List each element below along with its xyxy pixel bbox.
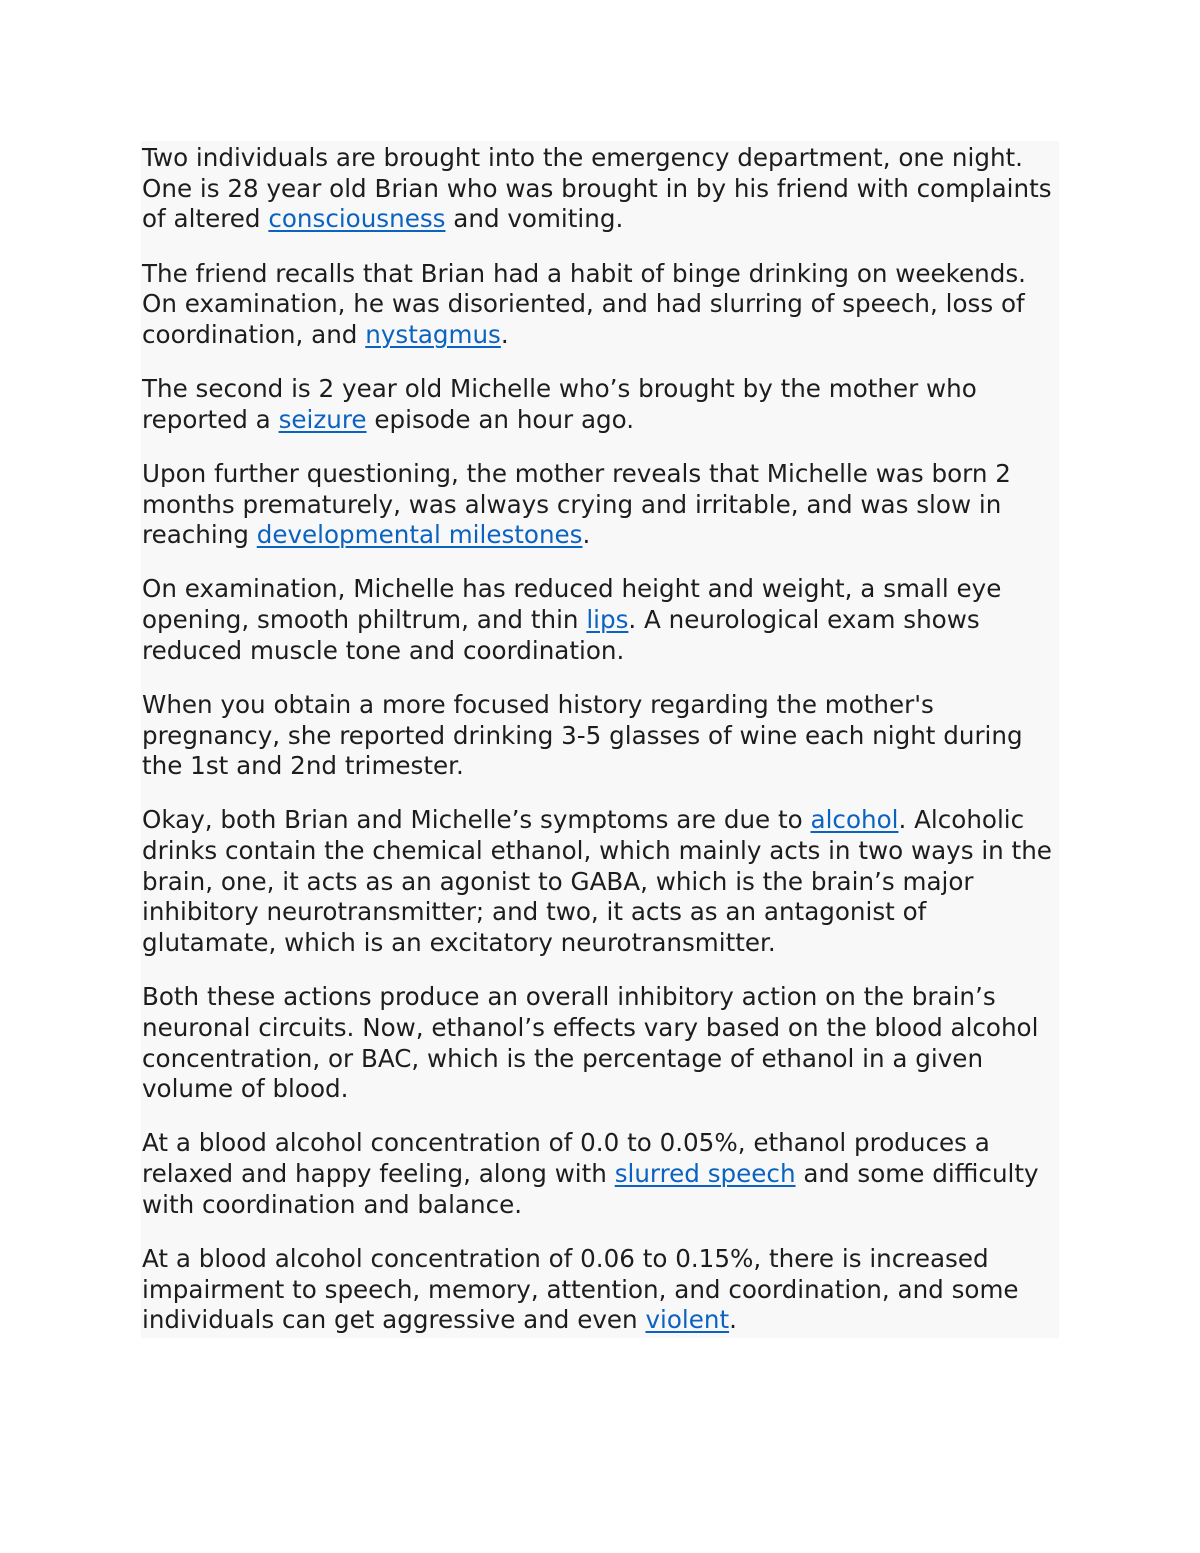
paragraph-text: The friend recalls that Brian had a habit of binge drinking on weekends. On examination, he was disoriented, and had slurring of speech, loss of coordination, and	[142, 258, 1026, 349]
paragraph-6	[142, 690, 1059, 782]
link-lips[interactable]: lips	[586, 605, 629, 634]
paragraph-text: When you obtain a more focused history regarding the mother's pregnancy, she reported drinking 3-5 glasses of wine each night during the 1st and 2nd trimester.	[142, 689, 1023, 781]
paragraph-text: Both these actions produce an overall inhibitory action on the brain’s neuronal circuits. Now, ethanol’s effects vary based on the blood alcohol concentration, or BAC, which is the percentage of ethanol in a given volume of blood.	[142, 982, 1039, 1104]
paragraph-4	[142, 459, 1059, 551]
paragraph-text: .	[500, 319, 509, 349]
paragraph-text: Two individuals are brought into the emergency department, one night. One is 28 year old Brian who was brought in by his friend with complaints of altered	[142, 143, 1052, 234]
paragraph-3	[142, 374, 1059, 435]
paragraph-text: and some difficulty with coordination and balance.	[142, 1159, 1039, 1219]
paragraph-7	[142, 805, 1059, 959]
paragraph-text: . A neurological exam shows reduced muscle tone and coordination.	[142, 605, 980, 665]
paragraph-8	[142, 982, 1059, 1105]
paragraph-text: At a blood alcohol concentration of 0.0 to 0.05%, ethanol produces a relaxed and happy feeling, along with	[142, 1128, 990, 1189]
paragraph-text: .	[729, 1305, 737, 1335]
paragraph-10	[142, 1244, 1059, 1336]
link-violent[interactable]: violent	[645, 1305, 730, 1335]
link-alcohol[interactable]: alcohol	[810, 805, 899, 835]
paragraph-text: The second is 2 year old Michelle who’s brought by the mother who reported a	[142, 374, 977, 434]
paragraph-text: At a blood alcohol concentration of 0.06 to 0.15%, there is increased impairment to speech, memory, attention, and coordination, and some individuals can get aggressive and even	[142, 1243, 1019, 1335]
link-developmental-milestones[interactable]: developmental milestones	[256, 520, 583, 550]
paragraph-text: episode an hour ago.	[366, 404, 635, 434]
paragraph-text: On examination, Michelle has reduced height and weight, a small eye opening, smooth philtrum, and thin	[142, 574, 1002, 634]
link-seizure[interactable]: seizure	[278, 404, 367, 434]
paragraph-text: .	[582, 520, 591, 550]
link-nystagmus[interactable]: nystagmus	[365, 319, 501, 349]
document-body	[141, 141, 1059, 1338]
paragraph-9	[142, 1128, 1059, 1220]
link-slurred-speech[interactable]: slurred speech	[614, 1159, 796, 1189]
paragraph-5	[142, 574, 1059, 666]
paragraph-text: . Alcoholic drinks contain the chemical ethanol, which mainly acts in two ways in the brain, one, it acts as an agonist to GABA, which is the brain’s major inhibitory neurotransmitter; and two, it acts as an antagonist of glutamate, which is an excitatory neurotransmitter.	[142, 805, 1052, 958]
paragraph-text: and vomiting.	[445, 204, 624, 234]
paragraph-text: Okay, both Brian and Michelle’s symptoms are due to	[142, 805, 811, 835]
link-consciousness[interactable]: consciousness	[268, 204, 446, 234]
paragraph-2	[142, 259, 1059, 351]
paragraph-text: Upon further questioning, the mother reveals that Michelle was born 2 months prematurely, was always crying and irritable, and was slow in reaching	[142, 458, 1011, 550]
paragraph-1	[142, 143, 1059, 235]
